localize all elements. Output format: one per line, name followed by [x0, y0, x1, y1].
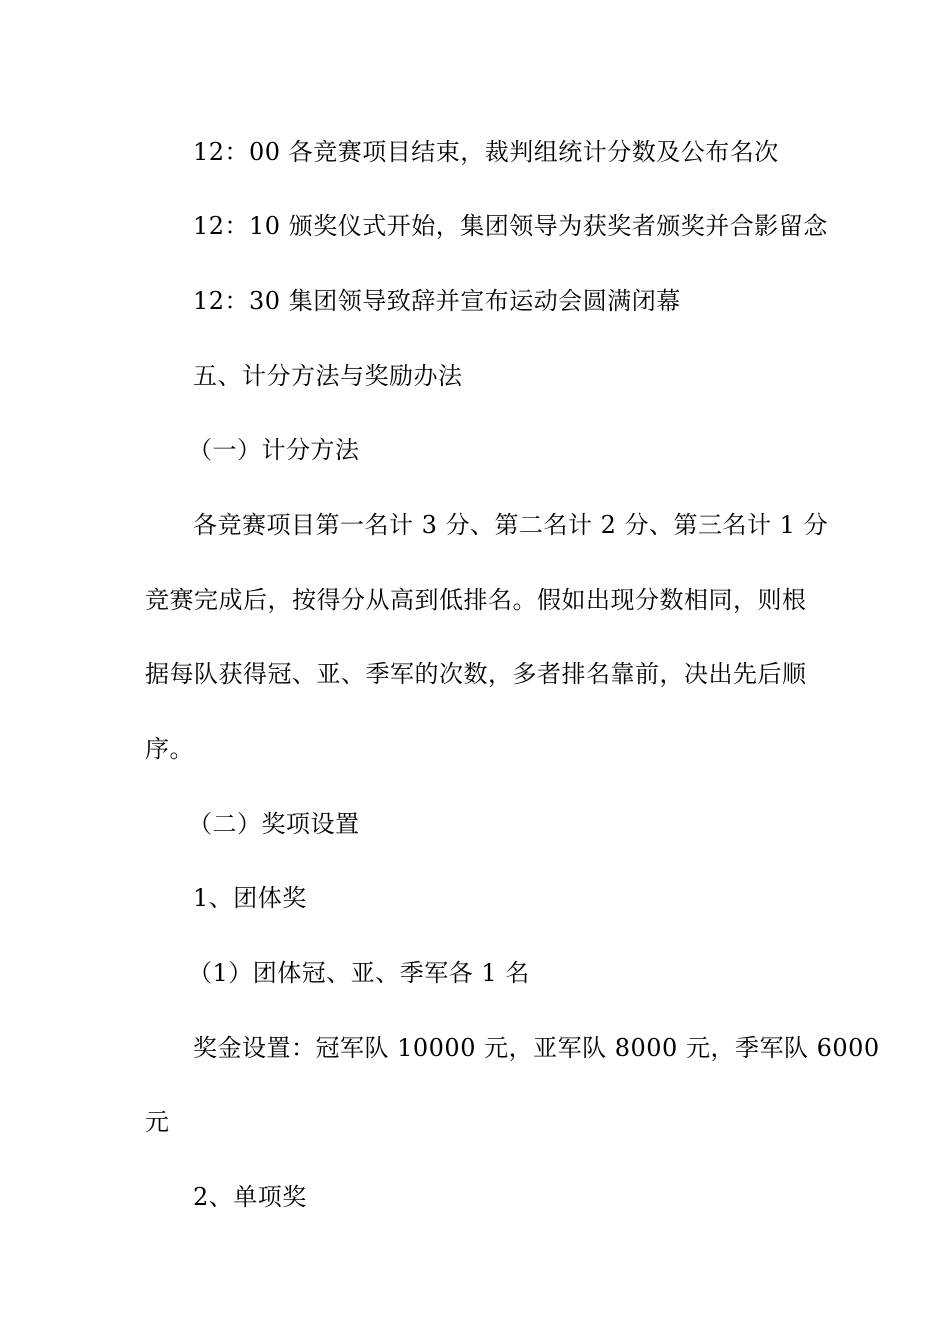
- schedule-line-1200: 12：00 各竞赛项目结束，裁判组统计分数及公布名次: [193, 138, 779, 166]
- subsection-heading-scoring: （一）计分方法: [188, 436, 360, 464]
- schedule-line-1230: 12：30 集团领导致辞并宣布运动会圆满闭幕: [193, 287, 681, 315]
- section-heading-5: 五、计分方法与奖励办法: [193, 362, 463, 390]
- list-item-team-award: 1、团体奖: [193, 884, 307, 912]
- paragraph-prize-money-line-2: 元: [145, 1108, 170, 1136]
- paragraph-scoring-line-2: 竞赛完成后，按得分从高到低排名。假如出现分数相同，则根: [145, 586, 807, 614]
- schedule-line-1210: 12：10 颁奖仪式开始，集团领导为获奖者颁奖并合影留念: [193, 212, 828, 240]
- paragraph-scoring-line-1: 各竞赛项目第一名计 3 分、第二名计 2 分、第三名计 1 分: [193, 511, 829, 539]
- subsection-heading-awards: （二）奖项设置: [188, 810, 360, 838]
- list-item-team-places: （1）团体冠、亚、季军各 1 名: [188, 959, 530, 987]
- paragraph-scoring-line-3: 据每队获得冠、亚、季军的次数，多者排名靠前，决出先后顺: [145, 660, 807, 688]
- paragraph-scoring-line-4: 序。: [145, 735, 194, 763]
- list-item-individual-award: 2、单项奖: [193, 1183, 307, 1211]
- paragraph-prize-money-line-1: 奖金设置：冠军队 10000 元，亚军队 8000 元，季军队 6000: [193, 1034, 880, 1062]
